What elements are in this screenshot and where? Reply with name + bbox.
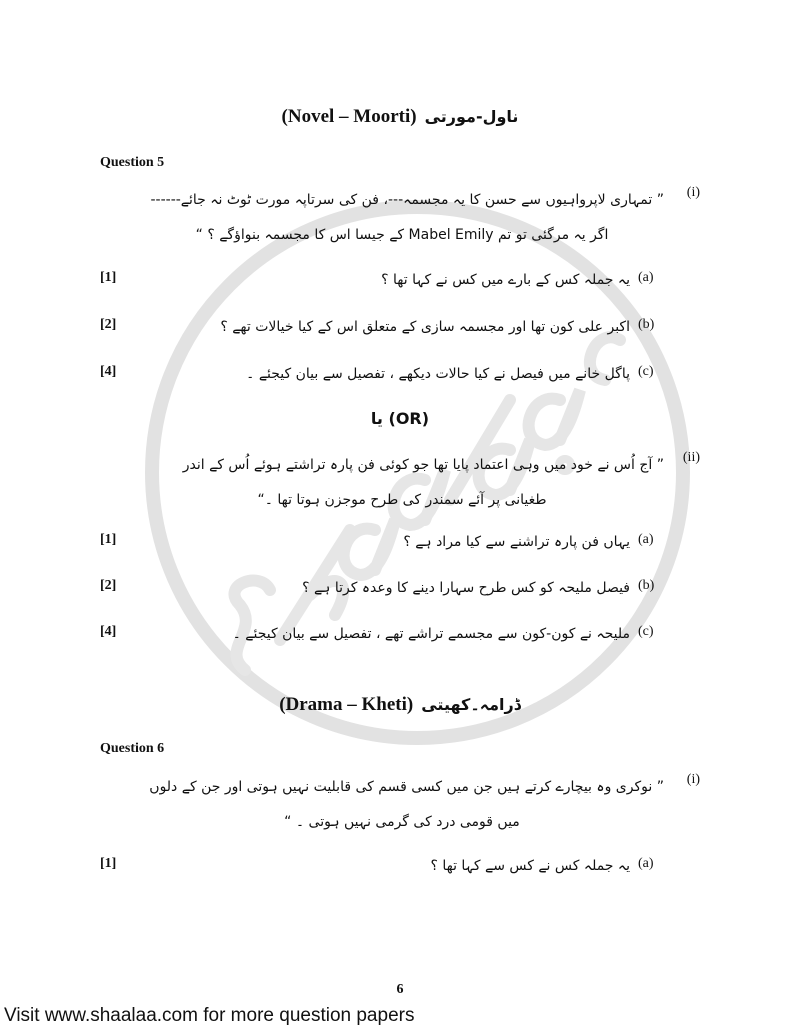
title-en: (Novel – Moorti) (281, 106, 417, 127)
q6-i-a: یہ جملہ کس نے کس سے کہا تھا ؟ (430, 858, 630, 874)
part-label: (b) (638, 578, 655, 593)
q5-i-label: (i) (686, 185, 700, 200)
q6-i (100, 770, 700, 840)
section-title-drama (100, 692, 700, 718)
question-6-heading: Question 6 (100, 741, 165, 756)
marks: [2] (100, 578, 117, 593)
part-label: (a) (638, 856, 654, 871)
q5-ii-label: (ii) (682, 450, 700, 465)
q5-ii-line-2: طغیانی پر آئے سمندر کی طرح موجزن ہوتا تھا ۔“ (257, 492, 547, 508)
part-label: (c) (638, 364, 654, 379)
q5-ii-a-row (100, 530, 700, 554)
part-label: (c) (638, 624, 654, 639)
q6-i-line-1: ” نوکری وہ بیچارے کرتے ہیں جن میں کسی قسم کی قابلیت نہیں ہوتی اور جن کے دلوں (149, 779, 664, 795)
section-title-novel (100, 104, 700, 130)
part-label: (a) (638, 532, 654, 547)
q5-ii-c: ملیحہ نے کون-کون سے مجسمے تراشے تھے ، تفصیل سے بیان کیجئے ۔ (232, 626, 630, 642)
part-label: (b) (638, 317, 655, 332)
q5-ii-b: فیصل ملیحہ کو کس طرح سہارا دینے کا وعدہ کرتا ہے ؟ (302, 580, 630, 596)
q5-ii (100, 448, 700, 518)
q5-ii-text (140, 448, 664, 518)
q5-i (100, 183, 700, 253)
q6-i-label: (i) (686, 772, 700, 787)
q6-i-a-row (100, 854, 700, 878)
q5-i-line-2: اگر یہ مرگئی تو تم Mabel Emily کے جیسا اس کا مجسمہ بنواؤگے ؟ “ (195, 227, 609, 243)
q5-i-c-row (100, 362, 700, 386)
title-ur: ڈرامہ۔کھیتی (421, 695, 521, 714)
q5-i-b-row (100, 315, 700, 339)
question-5-heading: Question 5 (100, 155, 165, 170)
q6-i-text (140, 770, 664, 840)
marks: [4] (100, 624, 117, 639)
title-ur: ناول-مورتی (424, 107, 519, 126)
q5-i-a: یہ جملہ کس کے بارے میں کس نے کہا تھا ؟ (381, 272, 630, 288)
q5-ii-b-row (100, 576, 700, 600)
marks: [4] (100, 364, 117, 379)
marks: [2] (100, 317, 117, 332)
q5-ii-a: یہاں فن پارہ تراشنے سے کیا مراد ہے ؟ (403, 534, 630, 550)
q5-ii-c-row (100, 622, 700, 646)
marks: [1] (100, 856, 117, 871)
part-label: (a) (638, 270, 654, 285)
footer-link[interactable]: Visit www.shaalaa.com for more question papers (4, 1005, 415, 1026)
q6-i-line-2: میں قومی درد کی گرمی نہیں ہوتی ۔ “ (284, 814, 520, 830)
q5-i-c: پاگل خانے میں فیصل نے کیا حالات دیکھے ، تفصیل سے بیان کیجئے ۔ (246, 366, 630, 382)
q5-ii-line-1: ” آج اُس نے خود میں وہی اعتماد پایا تھا جو کوئی فن پارہ تراشتے ہوئے اُس کے اندر (182, 457, 664, 473)
q5-i-text (140, 183, 664, 253)
q5-i-a-row (100, 268, 700, 292)
marks: [1] (100, 270, 117, 285)
marks: [1] (100, 532, 117, 547)
page-number: 6 (396, 982, 404, 997)
q5-i-b: اکبر علی کون تھا اور مجسمہ سازی کے متعلق اس کے کیا خیالات تھے ؟ (220, 319, 630, 335)
title-en: (Drama – Kheti) (279, 694, 414, 715)
q5-i-line-1: ” تمہاری لاپرواہیوں سے حسن کا یہ مجسمہ---، فن کی سرتاپہ مورت ٹوٹ نہ جائے------ (150, 192, 664, 208)
or-separator: یا (OR) (370, 409, 430, 428)
